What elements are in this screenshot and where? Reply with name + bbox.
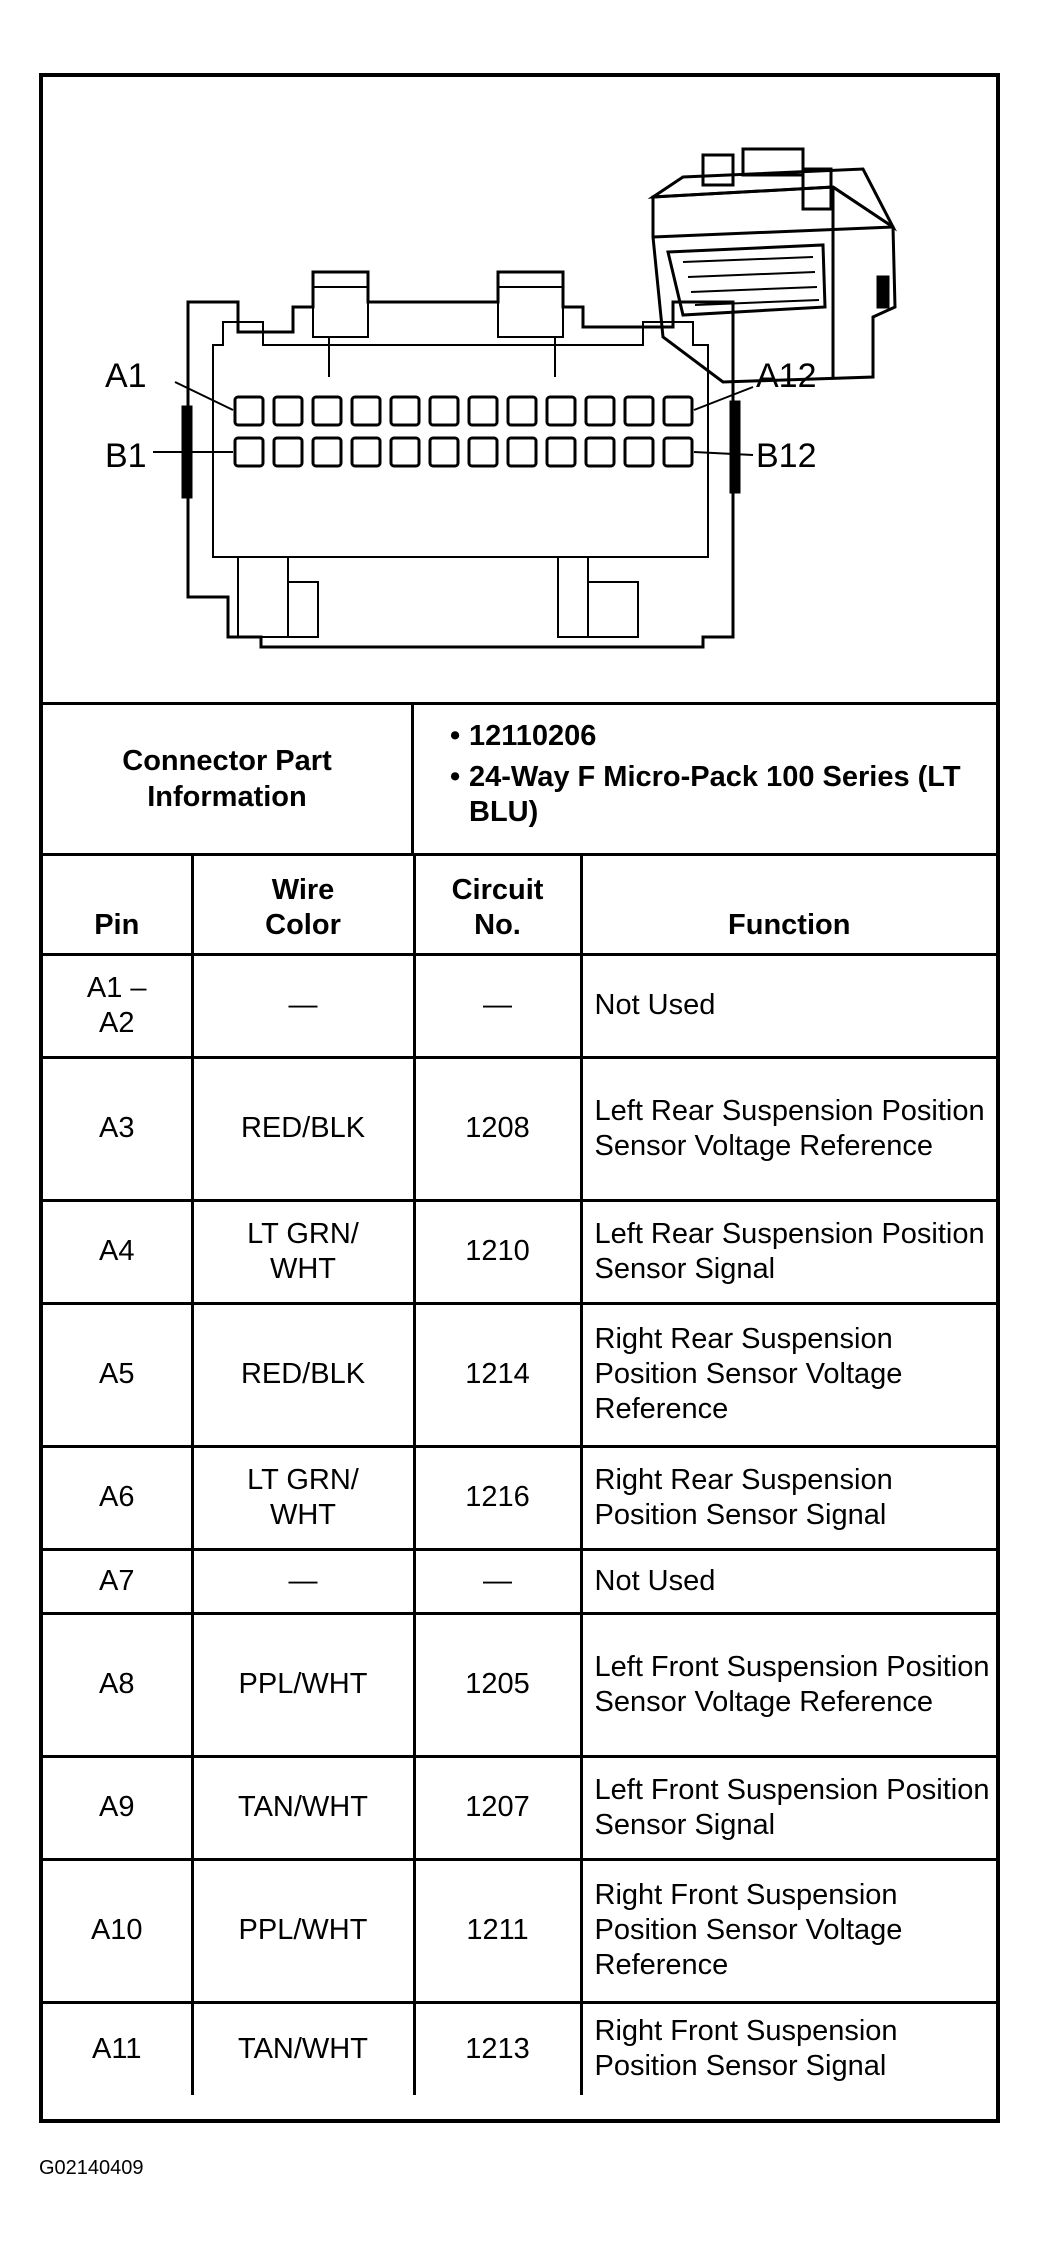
- cavity-a11: [625, 397, 653, 425]
- circuit-cell: 1214: [414, 1303, 581, 1446]
- table-row: [43, 1549, 996, 1613]
- function-cell: Left Front Suspension Position Sensor Voltage Reference: [581, 1613, 996, 1756]
- table-row: [43, 954, 996, 1057]
- cavity-b8: [508, 438, 536, 466]
- table-row: [43, 1200, 996, 1303]
- circuit-cell: 1210: [414, 1200, 581, 1303]
- circuit-cell: 1205: [414, 1613, 581, 1756]
- cavity-a9: [547, 397, 575, 425]
- cavity-b6: [430, 438, 458, 466]
- circuit-cell: —: [414, 1549, 581, 1613]
- cavity-b5: [391, 438, 419, 466]
- circuit-cell: 1208: [414, 1057, 581, 1200]
- bullet-icon: •: [450, 760, 461, 793]
- cavity-a2: [274, 397, 302, 425]
- label-a12: A12: [756, 357, 817, 395]
- pin-cell: A6: [43, 1446, 192, 1549]
- connector-sheet: [39, 73, 1000, 2123]
- circuit-cell: 1213: [414, 2002, 581, 2095]
- connector-diagram: [43, 77, 996, 702]
- table-row: [43, 1756, 996, 1859]
- pin-cell: A5: [43, 1303, 192, 1446]
- function-cell: Right Rear Suspension Position Sensor Signal: [581, 1446, 996, 1549]
- wire-cell: TAN/WHT: [192, 2002, 414, 2095]
- table-row: [43, 1303, 996, 1446]
- wire-cell: PPL/WHT: [192, 1859, 414, 2002]
- pin-cell: A3: [43, 1057, 192, 1200]
- header-wire-color: Wire Color: [192, 856, 414, 954]
- pinout-table: [43, 856, 996, 2095]
- cavity-a12: [664, 397, 692, 425]
- table-row: [43, 1859, 996, 2002]
- cavity-a6: [430, 397, 458, 425]
- connector-drawing: [43, 77, 996, 702]
- function-cell: Not Used: [581, 954, 996, 1057]
- cavity-a3: [313, 397, 341, 425]
- pin-cell: A4: [43, 1200, 192, 1303]
- part-number-item: [414, 719, 996, 754]
- function-cell: Right Rear Suspension Position Sensor Voltage Reference: [581, 1303, 996, 1446]
- connector-part-info: [43, 702, 996, 856]
- wire-cell: RED/BLK: [192, 1057, 414, 1200]
- wire-cell: LT GRN/ WHT: [247, 1463, 359, 1531]
- part-number: 12110206: [469, 720, 597, 752]
- cavity-b1: [235, 438, 263, 466]
- circuit-cell: 1207: [414, 1756, 581, 1859]
- pin-cell: A9: [43, 1756, 192, 1859]
- cavity-b4: [352, 438, 380, 466]
- header-circuit-no: Circuit No.: [414, 856, 581, 954]
- table-row: [43, 1057, 996, 1200]
- function-cell: Left Front Suspension Position Sensor Signal: [581, 1756, 996, 1859]
- cavity-b2: [274, 438, 302, 466]
- table-header-row: [43, 856, 996, 954]
- wire-cell: RED/BLK: [192, 1303, 414, 1446]
- label-b12: B12: [756, 437, 817, 475]
- cavity-b3: [313, 438, 341, 466]
- pin-cell: A1 – A2: [86, 971, 147, 1039]
- circuit-cell: —: [414, 954, 581, 1057]
- cavity-b10: [586, 438, 614, 466]
- table-row: [43, 2002, 996, 2095]
- pin-cell: A11: [43, 2002, 192, 2095]
- cavity-a8: [508, 397, 536, 425]
- label-a1: A1: [105, 357, 147, 395]
- pin-cavities: [235, 397, 692, 466]
- circuit-cell: 1211: [414, 1859, 581, 2002]
- cavity-b11: [625, 438, 653, 466]
- figure-code: G02140409: [39, 2157, 144, 2179]
- connector-face: [183, 272, 739, 647]
- circuit-cell: 1216: [414, 1446, 581, 1549]
- wire-cell: LT GRN/ WHT: [247, 1217, 359, 1285]
- header-function: Function: [581, 856, 996, 954]
- header-pin: Pin: [43, 856, 192, 954]
- function-cell: Left Rear Suspension Position Sensor Voltage Reference: [581, 1057, 996, 1200]
- connector-part-info-list: [414, 705, 996, 853]
- table-row: [43, 1613, 996, 1756]
- wire-cell: PPL/WHT: [192, 1613, 414, 1756]
- bullet-icon: •: [450, 720, 461, 752]
- wire-cell: TAN/WHT: [192, 1756, 414, 1859]
- cavity-a1: [235, 397, 263, 425]
- function-cell: Left Rear Suspension Position Sensor Signal: [581, 1200, 996, 1303]
- connector-type-item: [414, 760, 996, 830]
- function-cell: Right Front Suspension Position Sensor Signal: [581, 2002, 996, 2095]
- pin-cell: A7: [43, 1549, 192, 1613]
- cavity-a7: [469, 397, 497, 425]
- wire-cell: —: [192, 954, 414, 1057]
- pin-cell: A10: [43, 1859, 192, 2002]
- cavity-b9: [547, 438, 575, 466]
- cavity-a4: [352, 397, 380, 425]
- function-cell: Right Front Suspension Position Sensor Voltage Reference: [581, 1859, 996, 2002]
- cavity-a5: [391, 397, 419, 425]
- cavity-b12: [664, 438, 692, 466]
- wire-cell: —: [192, 1549, 414, 1613]
- cavity-b7: [469, 438, 497, 466]
- connector-part-info-label: Connector Part Information: [43, 705, 414, 853]
- cavity-a10: [586, 397, 614, 425]
- connector-type: 24-Way F Micro-Pack 100 Series (LT BLU): [469, 760, 961, 828]
- connector-3d-icon: [653, 149, 895, 382]
- function-cell: Not Used: [581, 1549, 996, 1613]
- label-b1: B1: [105, 437, 147, 475]
- table-row: [43, 1446, 996, 1549]
- pin-cell: A8: [43, 1613, 192, 1756]
